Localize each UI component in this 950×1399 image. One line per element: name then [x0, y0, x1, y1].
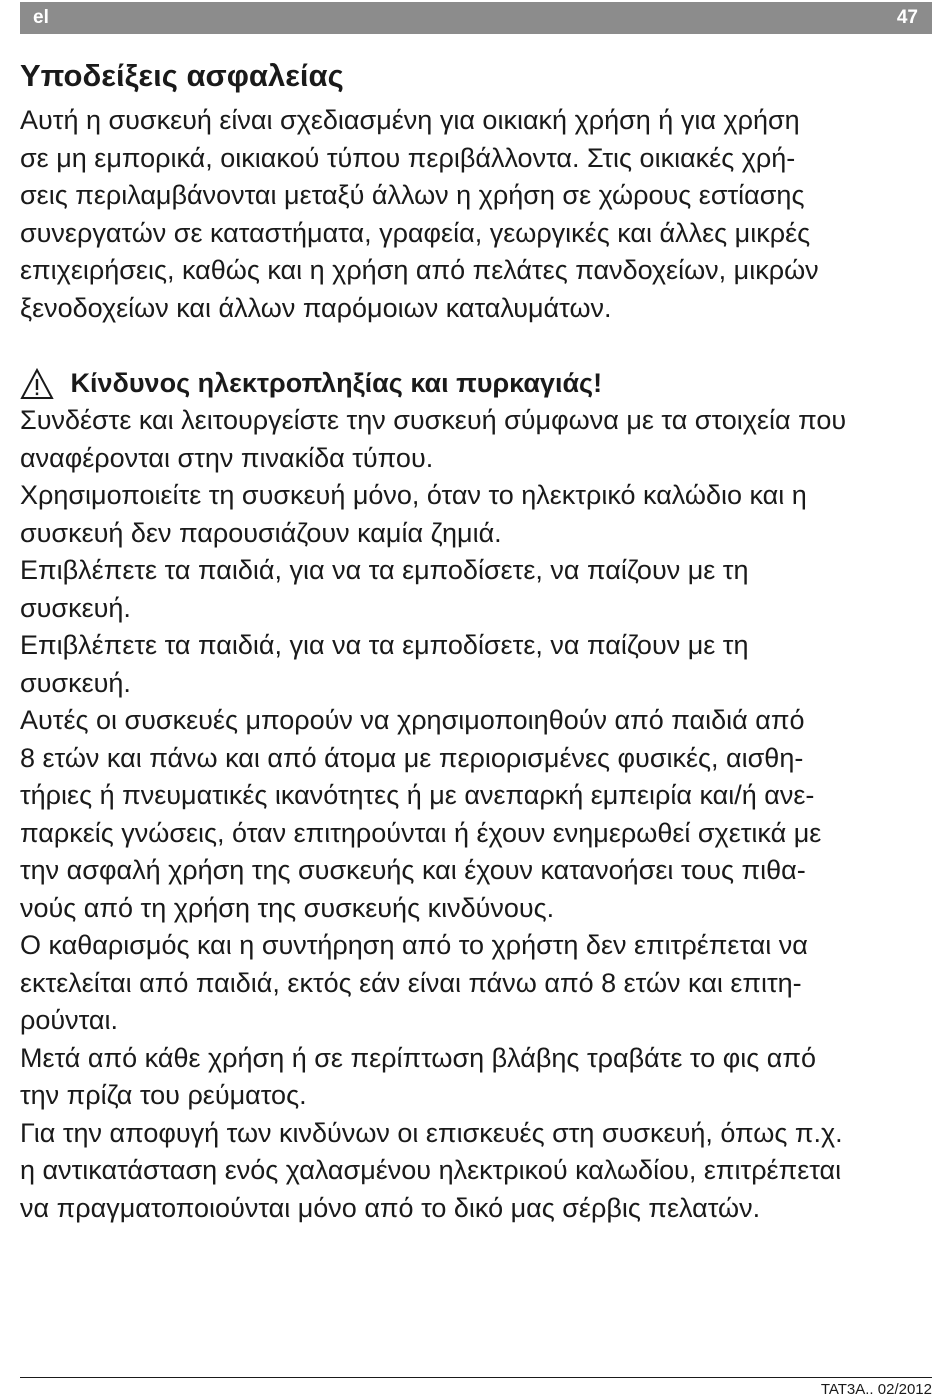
- text-line: συνεργατών σε καταστήματα, γραφεία, γεωργικές και άλλες μικρές: [20, 217, 811, 248]
- text-line: σεις περιλαμβάνονται μεταξύ άλλων η χρήση σε χώρους εστίασης: [20, 180, 805, 210]
- footer-divider: [20, 1377, 932, 1378]
- text-line: σε μη εμπορικά, οικιακού τύπου περιβάλλοντα. Στις οικιακές χρή-: [20, 142, 796, 173]
- warning-heading-text: Κίνδυνος ηλεκτροπληξίας και πυρκαγιάς!: [70, 368, 603, 398]
- text-line: Αυτή η συσκευή είναι σχεδιασμένη για οικιακή χρήση ή για χρήση: [20, 105, 800, 135]
- text-line: Επιβλέπετε τα παιδιά, για να τα εμποδίσετε, να παίζουν με τη: [20, 555, 749, 585]
- text-line: ξενοδοχείων και άλλων παρόμοιων καταλυμάτων.: [20, 292, 612, 323]
- text-line: παρκείς γνώσεις, όταν επιτηρούνται ή έχουν ενημερωθεί σχετικά με: [20, 817, 822, 848]
- text-line: η αντικατάσταση ενός χαλασμένου ηλεκτρικού καλωδίου, επιτρέπεται: [20, 1155, 842, 1185]
- language-code: el: [33, 7, 49, 28]
- text-line: Ο καθαρισμός και η συντήρηση από το χρήστη δεν επιτρέπεται να: [20, 930, 808, 960]
- text-line: συσκευή.: [20, 592, 131, 623]
- safety-instructions: [20, 402, 932, 1227]
- text-line: Για την αποφυγή των κινδύνων οι επισκευές στη συσκευή, όπως π.χ.: [20, 1117, 843, 1148]
- text-line: Αυτές οι συσκευές μπορούν να χρησιμοποιηθούν από παιδιά από: [20, 705, 805, 735]
- intro-paragraph: [20, 102, 932, 327]
- text-line: 8 ετών και πάνω και από άτομα με περιορισμένες φυσικές, αισθη-: [20, 742, 804, 773]
- text-line: Συνδέστε και λειτουργείστε την συσκευή σύμφωνα με τα στοιχεία που: [20, 405, 847, 435]
- page-number: 47: [896, 7, 918, 28]
- warning-triangle-icon: [20, 368, 54, 400]
- text-line: αναφέρονται στην πινακίδα τύπου.: [20, 442, 434, 473]
- text-line: να πραγματοποιούνται μόνο από το δικό μας σέρβις πελατών.: [20, 1192, 761, 1223]
- text-line: νούς από τη χρήση της συσκευής κινδύνους.: [20, 892, 555, 923]
- page-header-bar: [20, 2, 932, 34]
- text-line: την πρίζα του ρεύματος.: [20, 1080, 307, 1110]
- footer-model-date: TAT3A.. 02/2012: [820, 1381, 932, 1398]
- page-title: Υποδείξεις ασφαλείας: [20, 58, 344, 93]
- text-line: τήριες ή πνευματικές ικανότητες ή με ανεπαρκή εμπειρία και/ή ανε-: [20, 780, 815, 810]
- text-line: επιχειρήσεις, καθώς και η χρήση από πελάτες πανδοχείων, μικρών: [20, 255, 819, 285]
- text-line: συσκευή.: [20, 667, 131, 698]
- text-line: Χρησιμοποιείτε τη συσκευή μόνο, όταν το ηλεκτρικό καλώδιο και η: [20, 480, 807, 510]
- text-line: Επιβλέπετε τα παιδιά, για να τα εμποδίσετε, να παίζουν με τη: [20, 630, 749, 660]
- warning-heading: [20, 365, 932, 405]
- text-line: ρούνται.: [20, 1005, 119, 1035]
- text-line: την ασφαλή χρήση της συσκευής και έχουν κατανοήσει τους πιθα-: [20, 855, 806, 885]
- text-line: Μετά από κάθε χρήση ή σε περίπτωση βλάβης τραβάτε το φις από: [20, 1042, 816, 1073]
- text-line: εκτελείται από παιδιά, εκτός εάν είναι πάνω από 8 ετών και επιτη-: [20, 967, 802, 998]
- text-line: συσκευή δεν παρουσιάζουν καμία ζημιά.: [20, 517, 502, 548]
